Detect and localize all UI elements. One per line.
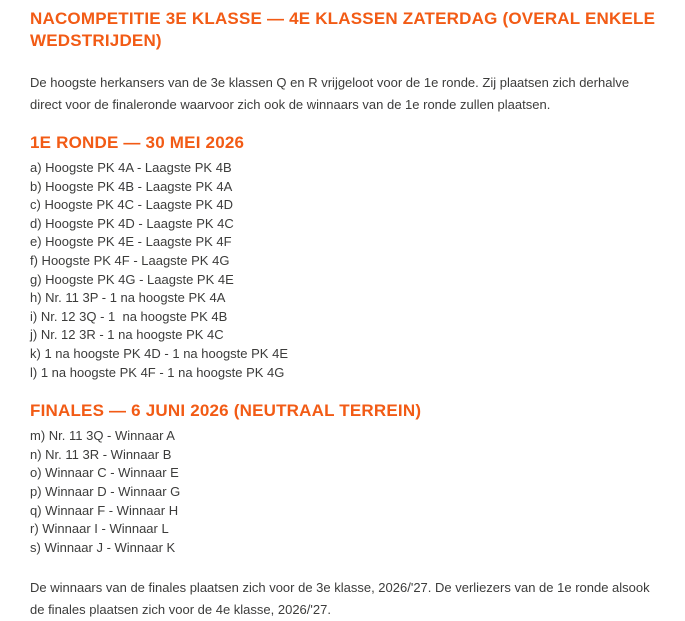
section-finals (30, 402, 657, 557)
section-first-round (30, 134, 657, 382)
section-heading-finals: FINALES — 6 JUNI 2026 (NEUTRAAL TERREIN) (30, 401, 422, 421)
intro-paragraph: De hoogste herkansers van de 3e klassen Q en R vrijgeloot voor de 1e ronde. Zij plaatsen zich derhalve direct voor de finaleronde waarvoor zich ook de winnaars van de 1e ronde zullen plaatsen. (30, 75, 630, 112)
match-list-finals (30, 427, 657, 557)
match-line: f) Hoogste PK 4F - Laagste PK 4G (30, 252, 230, 268)
match-line: p) Winnaar D - Winnaar G (30, 483, 181, 499)
match-line: d) Hoogste PK 4D - Laagste PK 4C (30, 215, 234, 231)
footer-paragraph: De winnaars van de finales plaatsen zich voor de 3e klasse, 2026/'27. De verliezers van de 1e ronde alsook de finales plaatsen zich voor de 4e klasse, 2026/'27. (30, 580, 650, 618)
match-line: q) Winnaar F - Winnaar H (30, 502, 179, 518)
match-line: k) 1 na hoogste PK 4D - 1 na hoogste PK 4E (30, 345, 288, 361)
match-line: o) Winnaar C - Winnaar E (30, 465, 179, 481)
match-list-first-round (30, 159, 657, 382)
match-line: s) Winnaar J - Winnaar K (30, 539, 176, 555)
match-line: a) Hoogste PK 4A - Laagste PK 4B (30, 160, 232, 175)
page-title: NACOMPETITIE 3E KLASSE — 4E KLASSEN ZATERDAG (OVERAL ENKELE WEDSTRIJDEN) (30, 9, 656, 50)
match-line: e) Hoogste PK 4E - Laagste PK 4F (30, 234, 232, 250)
match-line: b) Hoogste PK 4B - Laagste PK 4A (30, 178, 233, 194)
match-line: h) Nr. 11 3P - 1 na hoogste PK 4A (30, 290, 226, 306)
match-line: l) 1 na hoogste PK 4F - 1 na hoogste PK 4G (30, 364, 285, 380)
section-heading-first-round: 1E RONDE — 30 MEI 2026 (30, 133, 245, 152)
match-line: j) Nr. 12 3R - 1 na hoogste PK 4C (30, 327, 224, 343)
match-line: m) Nr. 11 3Q - Winnaar A (30, 428, 175, 444)
match-line: c) Hoogste PK 4C - Laagste PK 4D (30, 197, 234, 213)
match-line: r) Winnaar I - Winnaar L (30, 521, 169, 537)
match-line: i) Nr. 12 3Q - 1 na hoogste PK 4B (30, 308, 228, 324)
match-line: g) Hoogste PK 4G - Laagste PK 4E (30, 271, 234, 287)
match-line: n) Nr. 11 3R - Winnaar B (30, 446, 172, 462)
